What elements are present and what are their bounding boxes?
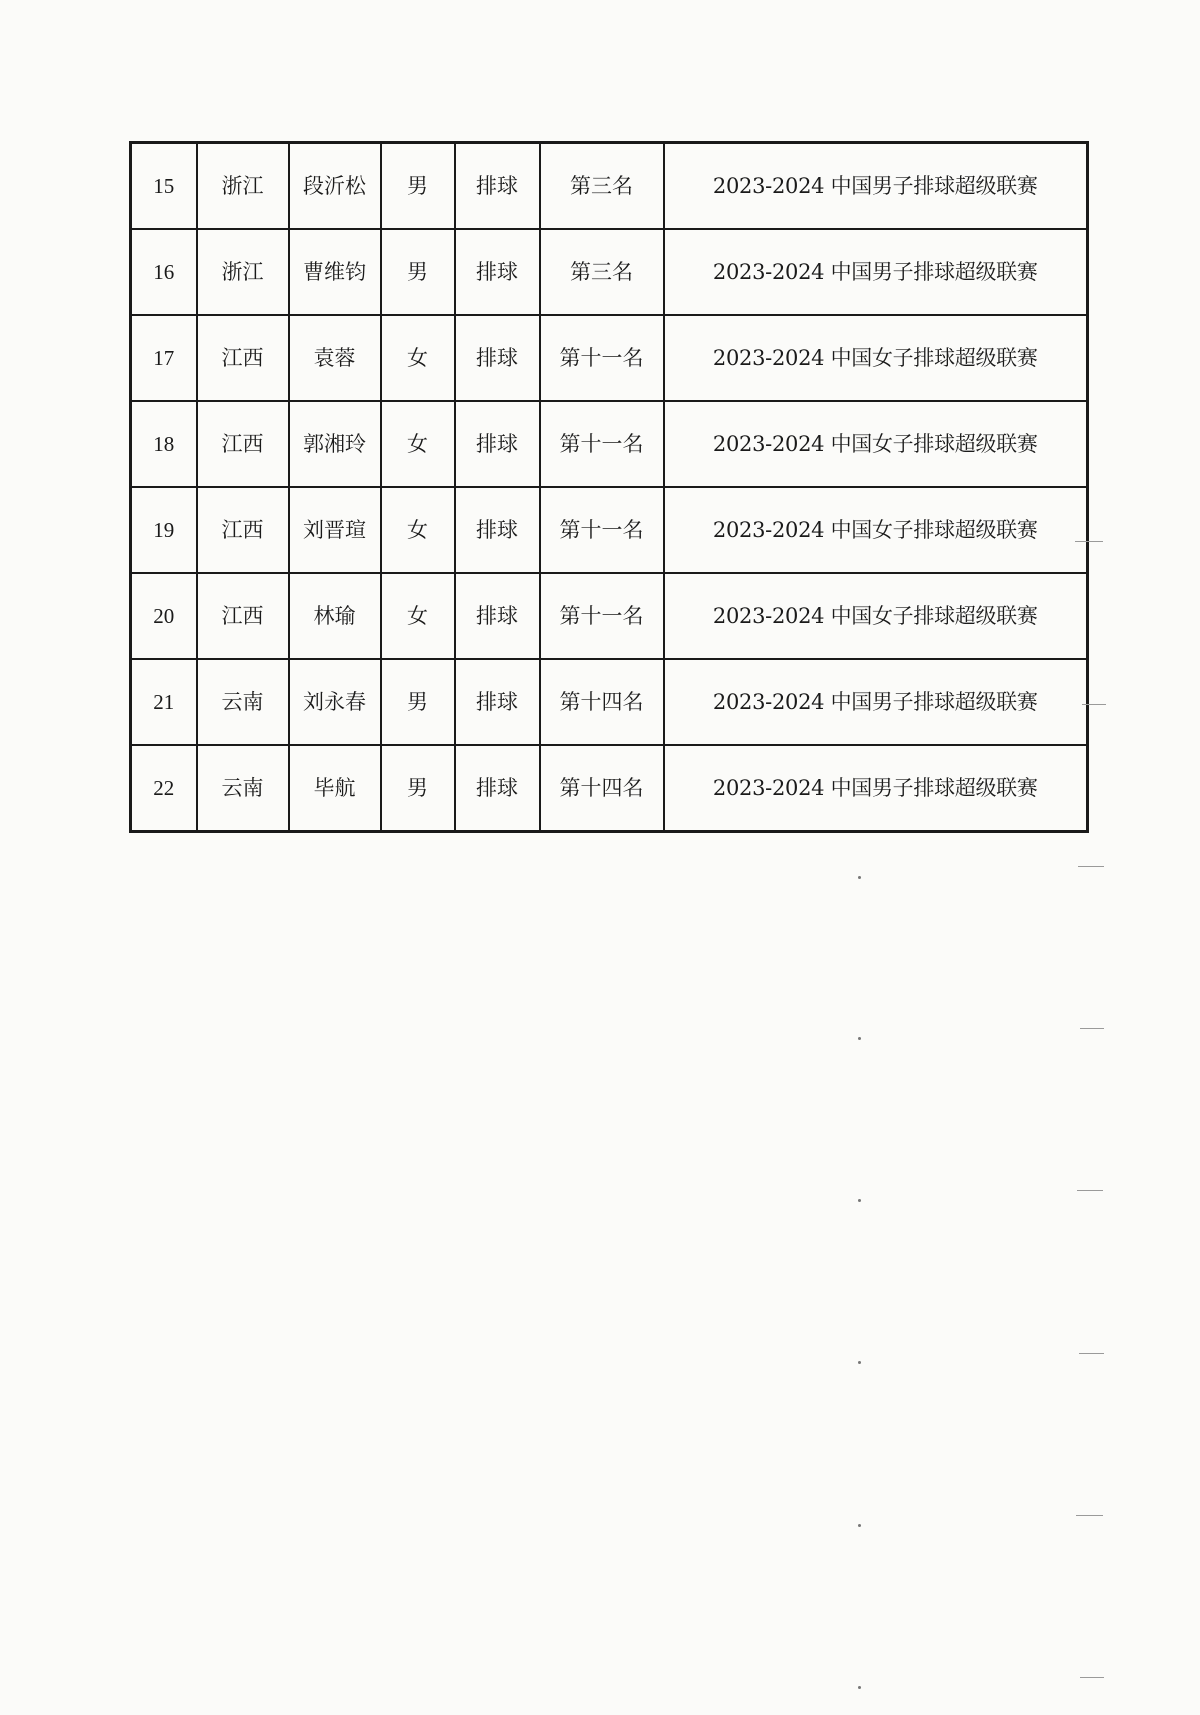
scan-mark [1078,866,1104,867]
scan-dot [858,1199,861,1202]
athlete-name-cell: 郭湘玲 [289,401,381,487]
row-number: 19 [131,487,197,573]
table-row [131,315,1088,401]
row-number: 15 [131,143,197,230]
event-cell: 2023-2024 中国女子排球超级联赛 [664,315,1088,401]
event-cell: 2023-2024 中国男子排球超级联赛 [664,745,1088,832]
event-cell: 2023-2024 中国女子排球超级联赛 [664,573,1088,659]
province-cell: 云南 [197,659,289,745]
event-cell: 2023-2024 中国女子排球超级联赛 [664,401,1088,487]
athlete-name-cell: 林瑜 [289,573,381,659]
gender-cell: 男 [381,229,455,315]
table-row [131,745,1088,832]
rank-cell: 第三名 [540,143,664,230]
scan-dot [858,876,861,879]
row-number: 22 [131,745,197,832]
province-cell: 江西 [197,487,289,573]
scan-mark [1079,1353,1104,1354]
row-number: 18 [131,401,197,487]
athlete-name-cell: 毕航 [289,745,381,832]
sport-cell: 排球 [455,659,540,745]
sport-cell: 排球 [455,315,540,401]
table-row [131,229,1088,315]
table-row [131,401,1088,487]
scan-mark [1075,541,1103,542]
sport-cell: 排球 [455,229,540,315]
gender-cell: 男 [381,143,455,230]
scan-dot [858,1361,861,1364]
rank-cell: 第十一名 [540,573,664,659]
athlete-name-cell: 刘晋瑄 [289,487,381,573]
event-cell: 2023-2024 中国男子排球超级联赛 [664,229,1088,315]
sport-cell: 排球 [455,143,540,230]
row-number: 16 [131,229,197,315]
scan-mark [1076,1515,1103,1516]
row-number: 20 [131,573,197,659]
table-row [131,487,1088,573]
gender-cell: 女 [381,573,455,659]
scan-mark [1077,1190,1103,1191]
gender-cell: 女 [381,487,455,573]
gender-cell: 男 [381,659,455,745]
athlete-name-cell: 刘永春 [289,659,381,745]
province-cell: 江西 [197,573,289,659]
athlete-name-cell: 曹维钧 [289,229,381,315]
row-number: 21 [131,659,197,745]
event-cell: 2023-2024 中国男子排球超级联赛 [664,659,1088,745]
sport-cell: 排球 [455,401,540,487]
province-cell: 云南 [197,745,289,832]
athlete-table [129,141,1089,833]
table-row [131,659,1088,745]
event-cell: 2023-2024 中国女子排球超级联赛 [664,487,1088,573]
scan-mark [1080,1677,1104,1678]
table-row [131,143,1088,230]
athlete-name-cell: 袁蓉 [289,315,381,401]
scan-dot [858,1037,861,1040]
province-cell: 浙江 [197,143,289,230]
rank-cell: 第十一名 [540,315,664,401]
table-row [131,573,1088,659]
province-cell: 浙江 [197,229,289,315]
event-cell: 2023-2024 中国男子排球超级联赛 [664,143,1088,230]
scan-dot [858,1524,861,1527]
province-cell: 江西 [197,401,289,487]
sport-cell: 排球 [455,487,540,573]
rank-cell: 第十一名 [540,401,664,487]
sport-cell: 排球 [455,745,540,832]
row-number: 17 [131,315,197,401]
province-cell: 江西 [197,315,289,401]
rank-cell: 第十四名 [540,745,664,832]
scan-mark [1080,1028,1104,1029]
gender-cell: 女 [381,315,455,401]
scan-dot [858,1686,861,1689]
rank-cell: 第十四名 [540,659,664,745]
gender-cell: 女 [381,401,455,487]
sport-cell: 排球 [455,573,540,659]
rank-cell: 第十一名 [540,487,664,573]
rank-cell: 第三名 [540,229,664,315]
athlete-name-cell: 段沂松 [289,143,381,230]
scan-mark [1082,704,1106,705]
gender-cell: 男 [381,745,455,832]
